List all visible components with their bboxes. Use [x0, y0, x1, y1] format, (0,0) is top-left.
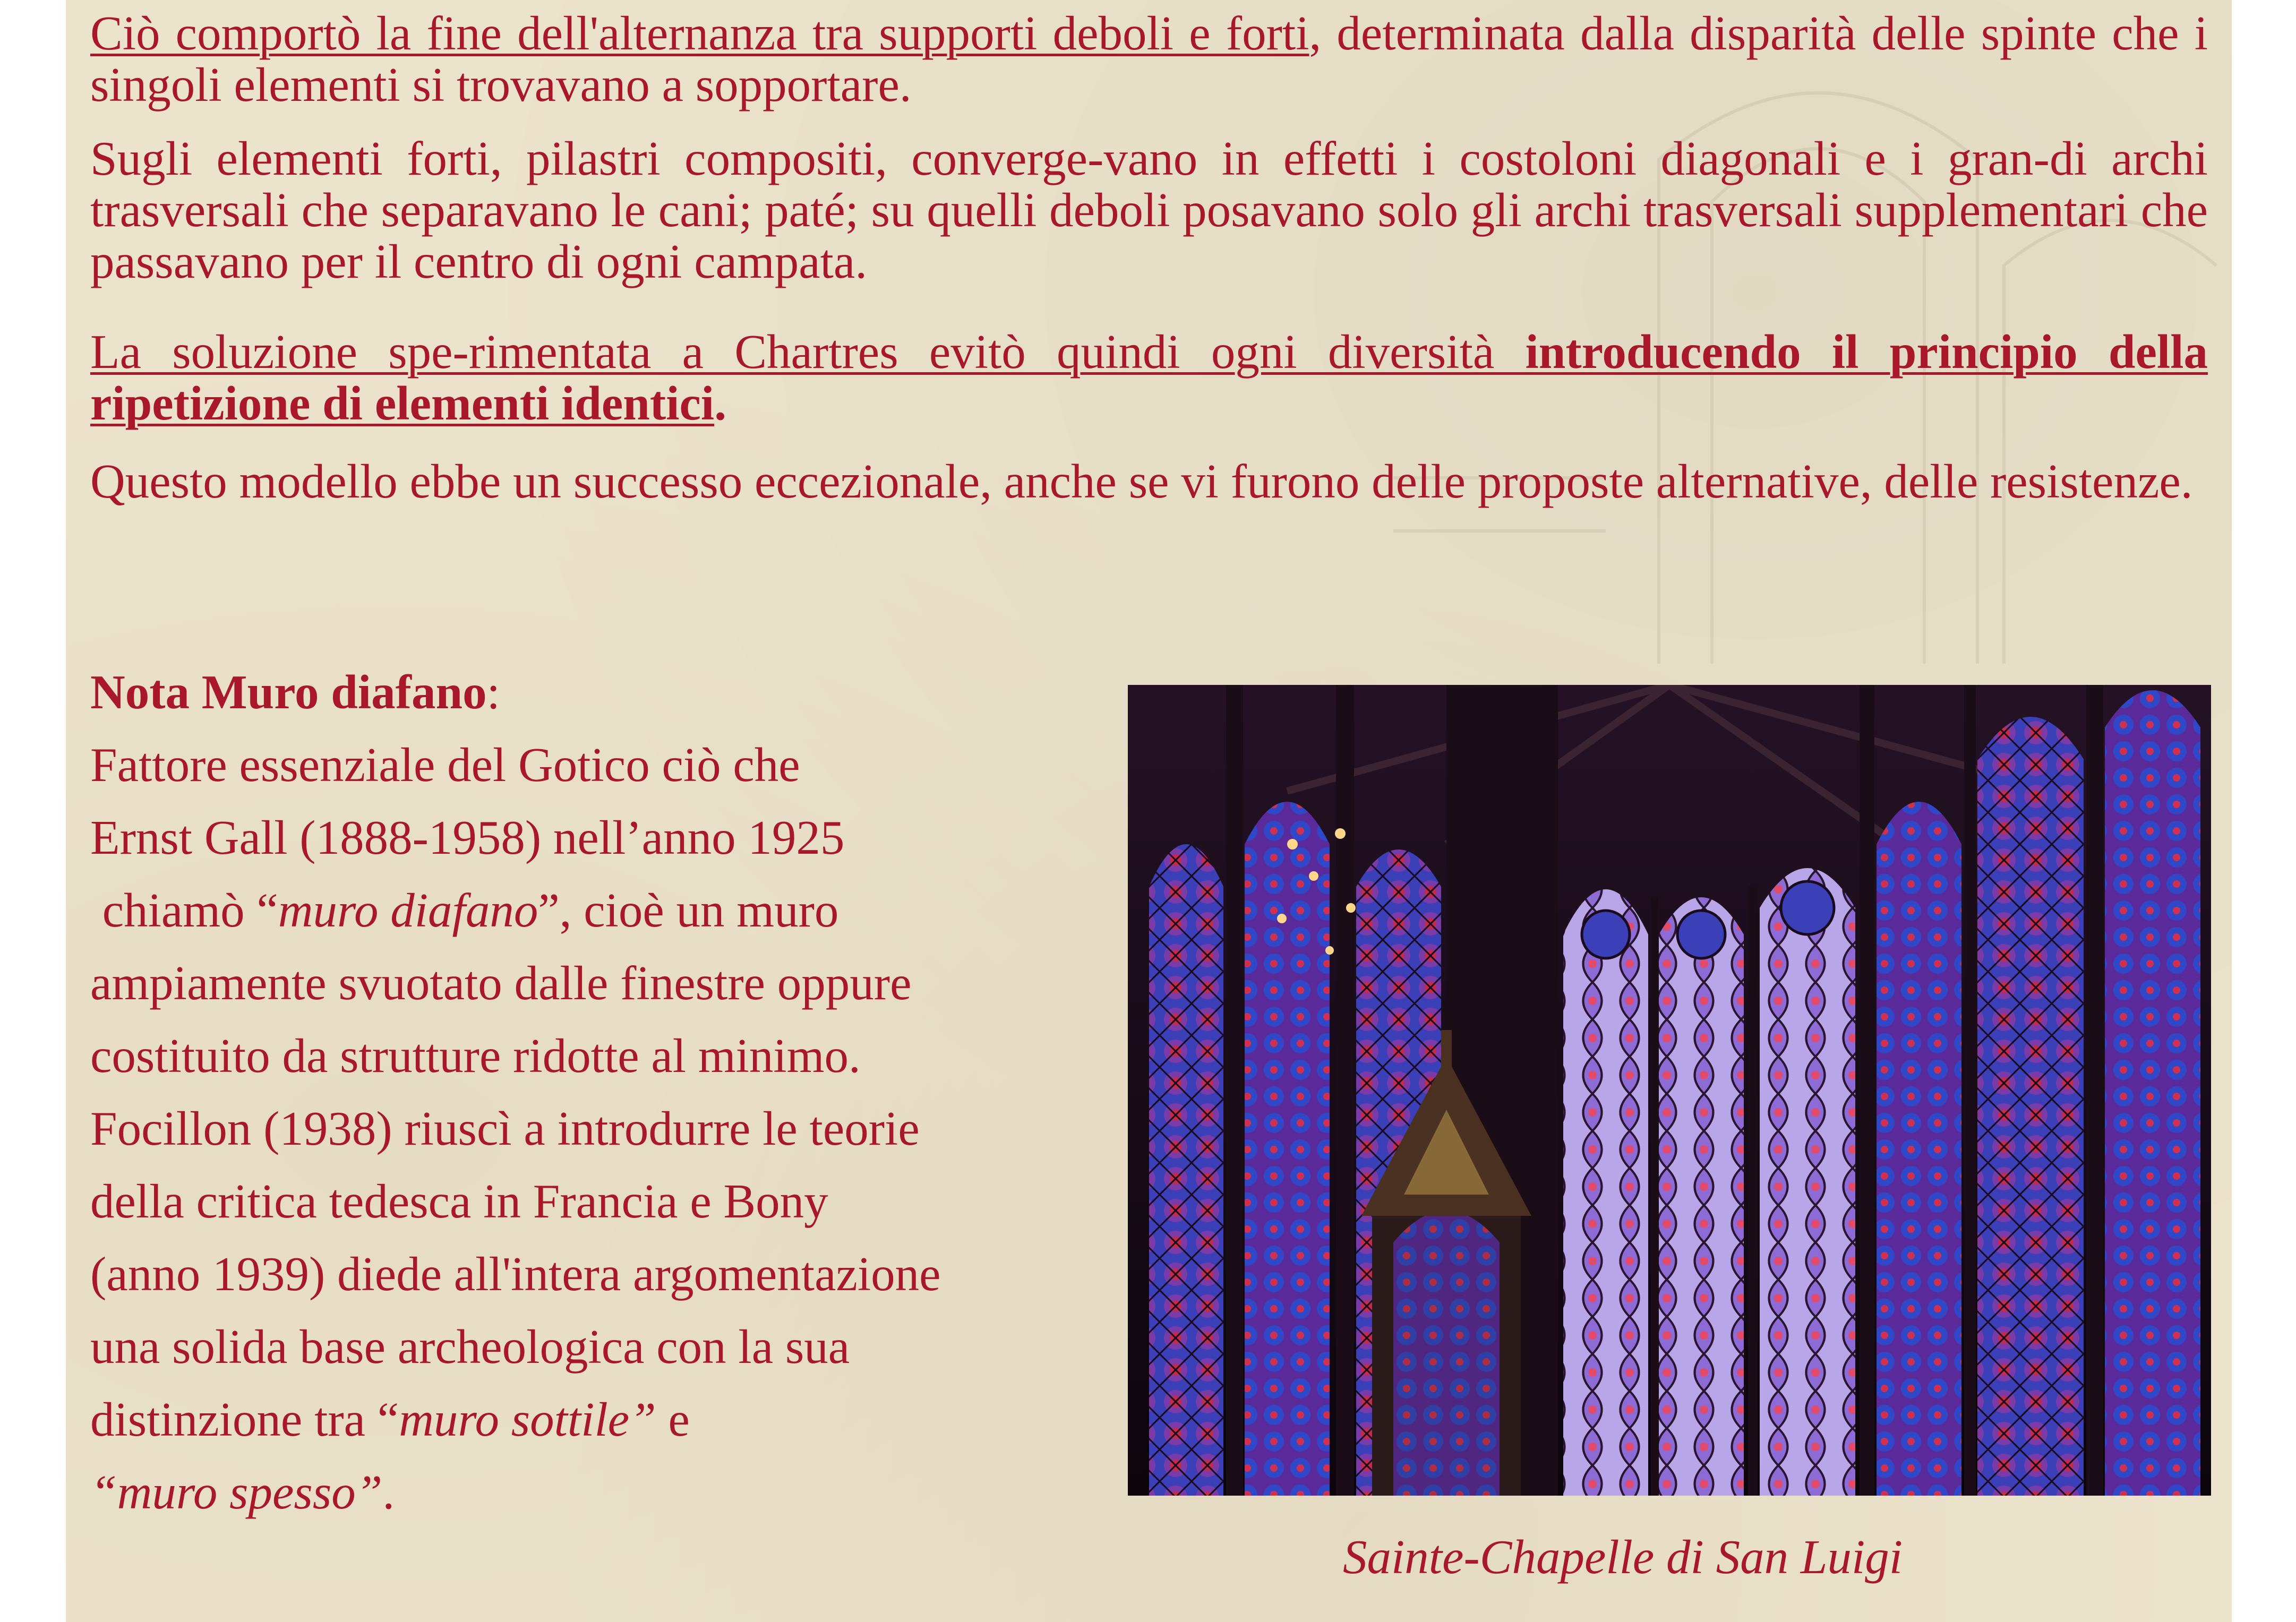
- paragraph-1-rest: , determinata dalla disparità delle spinte che i singoli elementi si trovavano a sopportare.: [90, 6, 2208, 111]
- note-muro-diafano: [90, 656, 1184, 1529]
- stained-glass-illustration: [1128, 685, 2211, 1496]
- note-line-10: [90, 1383, 1184, 1456]
- paragraph-3: [90, 326, 2208, 429]
- note-line-10-end: e: [656, 1393, 690, 1446]
- note-line-3-start: chiamò “: [90, 883, 278, 937]
- note-line-3: [90, 874, 1184, 947]
- paragraph-3-bold-underlined: introducendo il principio della ripetizione di elementi identici: [90, 325, 2208, 430]
- note-line-8: (anno 1939) diede all'intera argomentazione: [90, 1247, 941, 1301]
- note-term-muro-diafano: muro diafano: [278, 883, 538, 937]
- note-title-line: [90, 656, 1184, 728]
- slide-page: [66, 0, 2232, 1622]
- note-line-10-start: distinzione tra “: [90, 1393, 399, 1446]
- note-line-4: ampiamente svuotato dalle finestre oppure: [90, 956, 912, 1010]
- note-line-3-end: ”, cioè un muro: [538, 883, 839, 937]
- photo-caption: Sainte-Chapelle di San Luigi: [1343, 1530, 1903, 1584]
- paragraph-3-end: .: [714, 376, 726, 430]
- note-term-muro-spesso: “muro spesso”: [90, 1465, 383, 1519]
- paragraph-4: Questo modello ebbe un successo eccezionale, anche se vi furono delle proposte alternative, delle resistenze.: [90, 454, 2193, 508]
- note-title: Nota Muro diafano: [90, 665, 487, 719]
- note-title-colon: :: [486, 665, 500, 719]
- note-line-5: costituito da strutture ridotte al minimo.: [90, 1029, 861, 1083]
- note-line-2: Ernst Gall (1888-1958) nell’anno 1925: [90, 811, 845, 864]
- sainte-chapelle-photo: [1128, 685, 2211, 1496]
- paragraph-3-underlined: La soluzione spe-rimentata a Chartres evitò quindi ogni diversità: [90, 325, 1526, 379]
- note-term-muro-sottile: muro sottile”: [399, 1393, 656, 1446]
- note-line-11: [90, 1456, 1184, 1529]
- paragraph-1-underlined: Ciò comportò la fine dell'alternanza tra supporti deboli e forti: [90, 6, 1309, 60]
- note-line-11-end: .: [382, 1465, 395, 1519]
- note-line-7: della critica tedesca in Francia e Bony: [90, 1174, 828, 1228]
- paragraph-1: [90, 7, 2208, 110]
- note-line-6: Focillon (1938) riuscì a introdurre le teorie: [90, 1102, 920, 1155]
- note-line-9: una solida base archeologica con la sua: [90, 1320, 850, 1374]
- note-line-1: Fattore essenziale del Gotico ciò che: [90, 738, 800, 792]
- paragraph-2: Sugli elementi forti, pilastri compositi, converge-vano in effetti i costoloni diagonali e i gran-di archi trasversali che separavano le cani; paté; su quelli deboli posavano solo gli archi trasversali supplementari che passavano per il centro di ogni campata.: [90, 132, 2208, 288]
